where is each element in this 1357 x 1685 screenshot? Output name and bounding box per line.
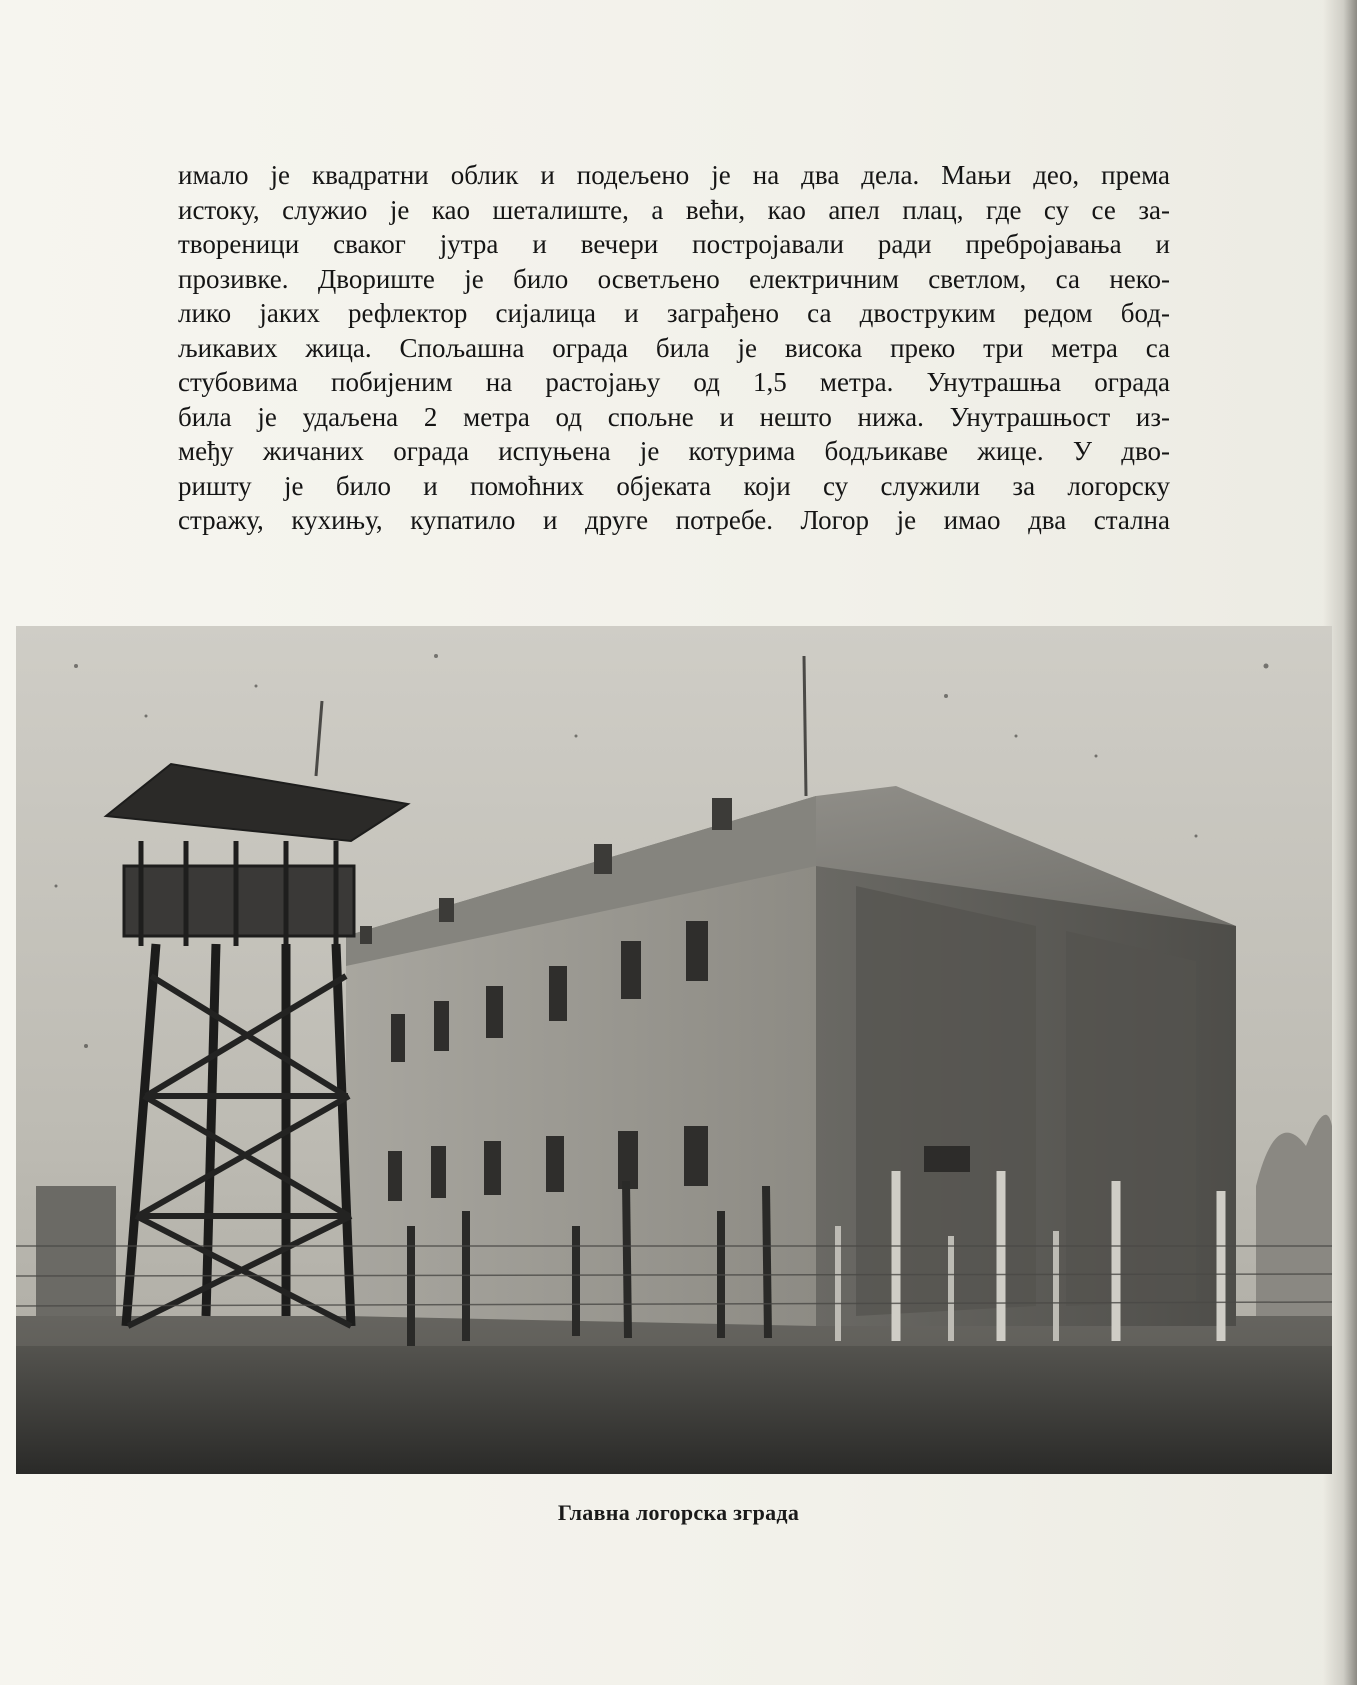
photograph-camp-building	[16, 626, 1332, 1474]
paragraph-line: међу жичаних ограда испуњена је котурима бодљикаве жице. У дво-	[178, 436, 1170, 466]
paragraph-line: љикавих жица. Спољашна ограда била је висока преко три метра са	[178, 332, 1170, 363]
paragraph-line: имало је квадратни облик и подељено је на два дела. Мањи део, према	[178, 160, 1170, 190]
chimney	[439, 898, 454, 922]
paragraph-line: била је удаљена 2 метра од спољне и нешто нижа. Унутрашњост из-	[178, 401, 1170, 432]
photo-illustration	[16, 626, 1332, 1474]
body-paragraph	[178, 158, 1170, 538]
paragraph-line: стражу, кухињу, купатило и друге потребе. Логор је имао два стална	[178, 505, 1170, 535]
paragraph-line: твореници сваког јутра и вечери постројавали ради пребројавања и	[178, 229, 1170, 259]
antenna	[804, 656, 806, 796]
chimney	[360, 926, 372, 944]
bleed-through-text	[880, 537, 1310, 563]
paragraph-line: стубовима побијеним на растојању од 1,5 метра. Унутрашња ограда	[178, 367, 1170, 397]
chimney	[594, 844, 612, 874]
paragraph-line: ришту је било и помоћних објеката који су служили за логорску	[178, 470, 1170, 501]
paragraph-line: истоку, служио је као шеталиште, а већи, као апел плац, где су се за-	[178, 194, 1170, 225]
photo-caption: Главна логорска зграда	[557, 1500, 800, 1525]
paragraph-line: прозивке. Двориште је било осветљено електричним светлом, са неко-	[178, 263, 1170, 294]
chimney	[712, 798, 732, 830]
paragraph-line: лико јаких рефлектор сијалица и заграђено са двоструким редом бод-	[178, 298, 1170, 328]
background-building	[36, 1186, 116, 1316]
